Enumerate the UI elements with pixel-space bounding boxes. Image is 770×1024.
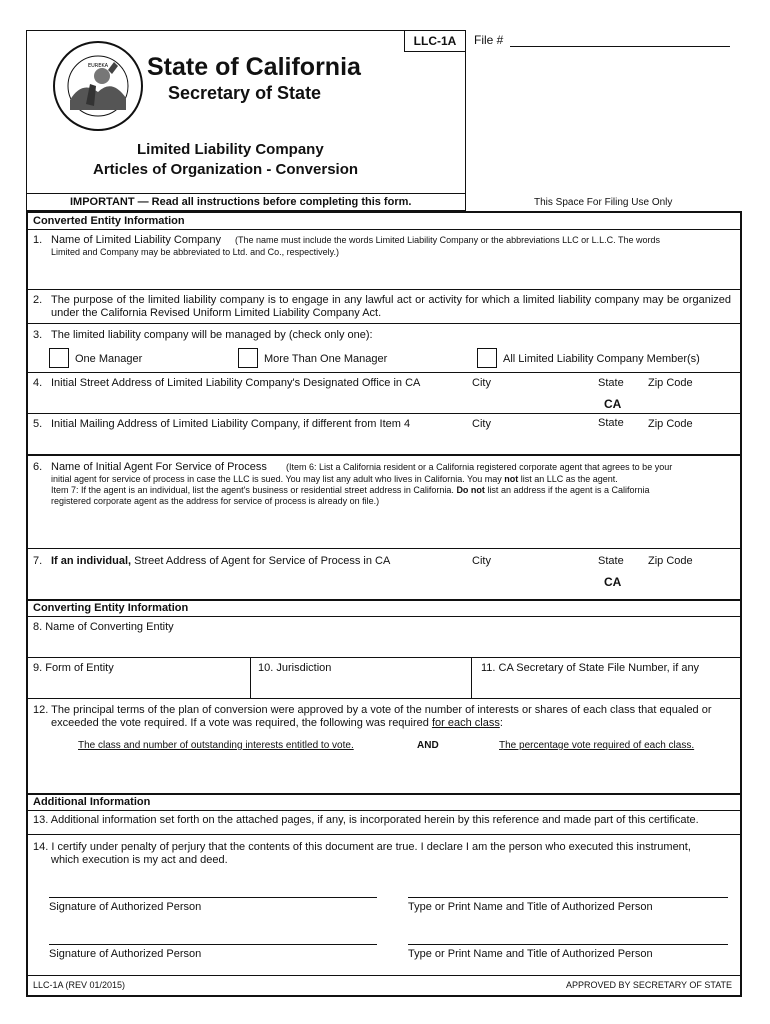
- item12-line2: exceeded the vote required. If a vote was required, the following was required for each class:: [51, 717, 503, 729]
- item11-label: 11. CA Secretary of State File Number, if any: [481, 662, 700, 674]
- one-manager-checkbox[interactable]: [49, 348, 69, 368]
- divider: [26, 616, 742, 617]
- item6-note-b: initial agent for service of process in case the LLC is sued. You may list any adult who lives in California. You may not list an LLC as the agent.: [51, 474, 618, 484]
- converting-section-title: Converting Entity Information: [33, 602, 189, 614]
- item13-text: 13. Additional information set forth on the attached pages, if any, is incorporated herein by this reference and made part of this certificate.: [33, 814, 699, 826]
- divider: [26, 834, 742, 835]
- form-title-line1: Limited Liability Company: [137, 141, 324, 158]
- item6-note-d: registered corporate agent as the address for service of process is already on file.): [51, 496, 380, 506]
- converted-section-title: Converted Entity Information: [33, 215, 185, 227]
- item5-text: Initial Mailing Address of Limited Liability Company, if different from Item 4: [51, 418, 411, 430]
- signature1-line[interactable]: [49, 897, 377, 898]
- signature2-label: Signature of Authorized Person: [49, 948, 202, 960]
- all-members-checkbox[interactable]: [477, 348, 497, 368]
- name1-label: Type or Print Name and Title of Authorized Person: [408, 901, 653, 913]
- form-id-badge: [404, 30, 466, 52]
- item7-text: If an individual, Street Address of Agent for Service of Process in CA: [51, 555, 391, 567]
- item9-label: 9. Form of Entity: [33, 662, 114, 674]
- divider: [26, 548, 742, 549]
- seal-motto: EUREKA: [87, 63, 109, 69]
- file-number-field[interactable]: [510, 46, 730, 47]
- filing-space-label: This Space For Filing Use Only: [534, 197, 673, 208]
- additional-section-title: Additional Information: [33, 796, 151, 808]
- item5-number: 5.: [33, 418, 43, 430]
- item4-city-label: City: [472, 377, 491, 389]
- llc-name-field[interactable]: [30, 260, 738, 288]
- item2-number: 2.: [33, 294, 43, 306]
- item4-text: Initial Street Address of Limited Liability Company's Designated Office in CA: [51, 377, 421, 389]
- california-seal-icon: [52, 40, 144, 132]
- signature2-line[interactable]: [49, 944, 377, 945]
- divider: [26, 657, 742, 658]
- divider: [26, 698, 742, 699]
- item12-line1: 12. The principal terms of the plan of conversion were approved by a vote of the number of interests or shares of each class that equaled or: [33, 704, 712, 716]
- file-number-label: File #: [474, 33, 504, 47]
- item7-city-label: City: [472, 555, 491, 567]
- agent-name-field[interactable]: [30, 510, 738, 546]
- item5-city-label: City: [472, 418, 491, 430]
- item3-text: The limited liability company will be managed by (check only one):: [51, 329, 373, 341]
- item7-state-label: State: [598, 555, 624, 567]
- more-than-one-manager-checkbox[interactable]: [238, 348, 258, 368]
- approval-note: APPROVED BY SECRETARY OF STATE: [566, 980, 733, 990]
- divider: [26, 810, 742, 811]
- office-title: Secretary of State: [168, 83, 322, 103]
- divider: [26, 793, 742, 795]
- item4-zip-label: Zip Code: [648, 377, 693, 389]
- divider: [471, 657, 472, 698]
- state-title: State of California: [147, 53, 361, 81]
- item3-number: 3.: [33, 329, 43, 341]
- divider: [26, 289, 742, 290]
- item6-number: 6.: [33, 461, 43, 473]
- divider: [26, 372, 742, 373]
- name2-label: Type or Print Name and Title of Authorized Person: [408, 948, 653, 960]
- item5-state-label: State: [598, 417, 624, 429]
- divider: [26, 454, 742, 456]
- item6-note-a: (Item 6: List a California resident or a California registered corporate agent that agrees to be your: [286, 462, 673, 472]
- form-title-line2: Articles of Organization - Conversion: [93, 161, 359, 178]
- item12-and: AND: [417, 740, 439, 751]
- important-divider: [26, 193, 466, 194]
- item2-text: The purpose of the limited liability company is to engage in any lawful act or activity for which a limited liability company may be organized under the California Revised Uniform Limited Liability Company Act.: [51, 294, 731, 319]
- item5-zip-label: Zip Code: [648, 418, 693, 430]
- divider: [26, 599, 742, 601]
- more-than-one-manager-label: More Than One Manager: [264, 353, 388, 365]
- item4-state-value: CA: [604, 397, 622, 411]
- item7-number: 7.: [33, 555, 43, 567]
- item12-percentage-column: The percentage vote required of each class.: [499, 740, 695, 751]
- item14-line2: which execution is my act and deed.: [51, 854, 228, 866]
- converting-entity-name-field[interactable]: [30, 636, 738, 656]
- form-revision: LLC-1A (REV 01/2015): [33, 980, 126, 990]
- item12-class-column: The class and number of outstanding interests entitled to vote.: [78, 740, 354, 751]
- divider: [26, 413, 742, 414]
- item4-number: 4.: [33, 377, 43, 389]
- item14-line1: 14. I certify under penalty of perjury that the contents of this document are true. I declare I am the person who executed this instrument,: [33, 841, 691, 853]
- item4-state-label: State: [598, 377, 624, 389]
- item1-note-a: (The name must include the words Limited Liability Company or the abbreviations LLC or L.L.C. The words: [235, 235, 661, 245]
- form-id: LLC-1A: [413, 34, 457, 48]
- item10-label: 10. Jurisdiction: [258, 662, 332, 674]
- item7-zip-label: Zip Code: [648, 555, 693, 567]
- divider: [26, 975, 742, 976]
- item6-label: Name of Initial Agent For Service of Process: [51, 461, 267, 473]
- divider: [26, 229, 742, 230]
- item6-note-c: Item 7: If the agent is an individual, list the agent's business or residential street address in California. Do not list an address if the agent is a California: [51, 485, 650, 495]
- all-members-label: All Limited Liability Company Member(s): [503, 353, 700, 365]
- signature1-label: Signature of Authorized Person: [49, 901, 202, 913]
- item1-label: Name of Limited Liability Company: [51, 234, 221, 246]
- item1-number: 1.: [33, 234, 43, 246]
- divider: [250, 657, 251, 698]
- item7-state-value: CA: [604, 575, 622, 589]
- divider: [26, 323, 742, 324]
- name1-line[interactable]: [408, 897, 728, 898]
- name2-line[interactable]: [408, 944, 728, 945]
- item8-label: 8. Name of Converting Entity: [33, 621, 174, 633]
- one-manager-label: One Manager: [75, 353, 143, 365]
- important-notice: IMPORTANT — Read all instructions before completing this form.: [70, 196, 412, 208]
- item1-note-b: Limited and Company may be abbreviated to Ltd. and Co., respectively.): [51, 247, 339, 257]
